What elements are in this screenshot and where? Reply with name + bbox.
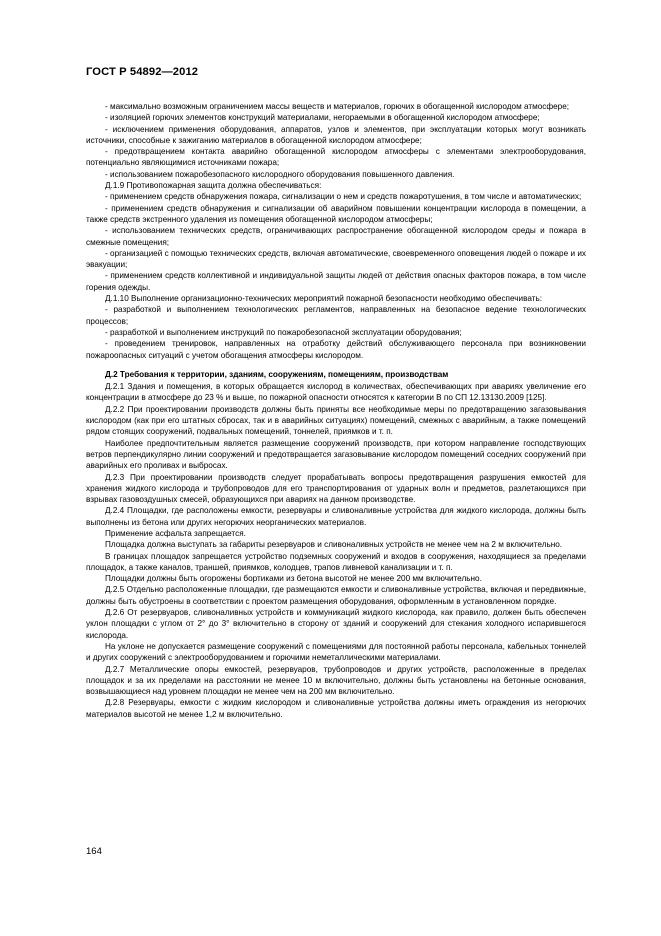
paragraph: Д.1.9 Противопожарная защита должна обеспечиваться: bbox=[105, 181, 322, 191]
paragraph: - использованием технических средств, ограничивающих распространение обогащенной кислородом среды и пожара в смежные помещения; bbox=[86, 226, 586, 247]
section-heading: Д.2 Требования к территории, зданиям, сооружениям, помещениям, производствам bbox=[105, 369, 449, 379]
page-title: ГОСТ Р 54892—2012 bbox=[86, 66, 199, 78]
paragraph: Д.2.4 Площадки, где расположены емкости, резервуары и сливоналивные устройства для жидкого кислорода, должны быть выполнены из бетона или других негорючих неорганических материалов. bbox=[86, 506, 586, 527]
paragraph: Д.2.1 Здания и помещения, в которых обращается кислород в количествах, обеспечивающих при авариях увеличение его концентрации в атмосфере до 23 % и выше, по пожарной опасности относятся к категории В по СП 12.13130.2009 [125]. bbox=[86, 382, 586, 403]
paragraph: - исключением применения оборудования, аппаратов, узлов и элементов, при эксплуатации которых могут возникать источники, способные к зажиганию материалов в обогащенной кислородом атмосфере; bbox=[86, 124, 586, 145]
paragraph: - изоляцией горючих элементов конструкций материалами, негораемыми в обогащенной кислородом атмосфере; bbox=[105, 113, 540, 123]
paragraph: Д.2.7 Металлические опоры емкостей, резервуаров, трубопроводов и других устройств, расположенные в пределах площадок и за их пределами на расстоянии не менее 10 м включительно, должны быть установлены на бетонные основания, возвышающиеся над уровнем площадки не менее чем на 200 мм включительно. bbox=[86, 664, 586, 697]
paragraph: На уклоне не допускается размещение сооружений с помещениями для постоянной работы персонала, кабельных тоннелей и других сооружений с электрооборудованием и горючими неметаллическими материалами. bbox=[86, 641, 586, 663]
paragraph: Д.2.2 При проектировании производств должны быть приняты все необходимые меры по предотвращению загазовывания кислородом (как при его штатных сбросах, так и в аварийных ситуациях) помещений, смежных с аварийным, а также помещений рядом стоящих сооружений, подвальных помещений, тоннелей, приямков и т. п. bbox=[86, 404, 586, 437]
paragraph: В границах площадок запрещается устройство подземных сооружений и входов в сооружения, находящиеся за пределами площадок, а также каналов, траншей, приямков, колодцев, трапов ливневой канализации и т. п. bbox=[86, 551, 586, 572]
paragraph: Д.1.10 Выполнение организационно-технических мероприятий пожарной безопасности необходимо обеспечивать: bbox=[105, 294, 543, 304]
paragraph: Площадка должна выступать за габариты резервуаров и сливоналивных устройств не менее чем на 2 м включительно. bbox=[105, 540, 563, 550]
paragraph: Д.2.6 От резервуаров, сливоналивных устройств и коммуникаций жидкого кислорода, как правило, должен быть обеспечен уклон площадки с углом от 2° до 3° включительно в сторону от зданий и сооружений для стекания холодного испарившегося кислорода. bbox=[86, 608, 586, 640]
paragraph: Д.2.8 Резервуары, емкости с жидким кислородом и сливоналивные устройства должны иметь ограждения из негорючих материалов высотой не менее 1,2 м включительно. bbox=[86, 698, 586, 719]
paragraph: - разработкой и выполнением технологических регламентов, направленных на безопасное ведение технологических процессов; bbox=[86, 305, 586, 326]
paragraph: - применением средств обнаружения и сигнализации об аварийном повышении концентрации кислорода в помещении, а также средств экстренного удаления из помещения обогащенной кислородом атмосферы; bbox=[86, 203, 586, 224]
paragraph: - использованием пожаробезопасного кислородного оборудования повышенного давления. bbox=[105, 169, 455, 179]
paragraph: Наиболее предпочтительным является размещение сооружений производств, при котором направление господствующих ветров перпендикулярно линии сооружений и предотвращается загазовывание кислородом помещений соседних сооружений при аварийных его проливах и выбросах. bbox=[86, 438, 586, 471]
paragraph: Площадки должны быть огорожены бортиками из бетона высотой не менее 200 мм включительно. bbox=[105, 574, 482, 584]
paragraph: - предотвращением контакта аварийно обогащенной кислородом атмосферы с элементами электрооборудования, потенциально являющимися источниками пожара; bbox=[86, 147, 586, 168]
paragraph: Д.2.3 При проектировании производств следует прорабатывать вопросы предотвращения разрушения емкостей для хранения жидкого кислорода и трубопроводов для его транспортирования от ударных волн и предметов, разлетающихся при взрывах газовоздушных смесей, образующихся при авариях на данном производстве. bbox=[86, 472, 586, 505]
paragraph: - проведением тренировок, направленных на отработку действий обслуживающего персонала при возникновении пожароопасных ситуаций с учетом обогащения атмосферы кислородом. bbox=[86, 339, 586, 360]
paragraph: - разработкой и выполнением инструкций по пожаробезопасной эксплуатации оборудования; bbox=[105, 327, 462, 337]
paragraph: - применением средств коллективной и индивидуальной защиты людей от действия опасных факторов пожара, в том числе горения одежды. bbox=[86, 271, 586, 292]
paragraph: - максимально возможным ограничением массы веществ и материалов, горючих в обогащенной кислородом атмосфере; bbox=[105, 102, 570, 111]
paragraph: - применением средств обнаружения пожара, сигнализации о нем и средств пожаротушения, в том числе и автоматических; bbox=[105, 192, 582, 202]
paragraph: - организацией с помощью технических средств, включая автоматические, своевременного оповещения людей о пожаре и их эвакуации; bbox=[86, 248, 586, 270]
page-number: 164 bbox=[86, 846, 102, 857]
paragraph: Д.2.5 Отдельно расположенные площадки, где размещаются емкости и сливоналивные устройства, включая и передвижные, должны быть обустроены в соответствии с проектом размещения оборудования, оформленным в установленном порядке. bbox=[86, 585, 586, 606]
paragraph: Применение асфальта запрещается. bbox=[105, 528, 246, 538]
document-body bbox=[86, 101, 586, 720]
